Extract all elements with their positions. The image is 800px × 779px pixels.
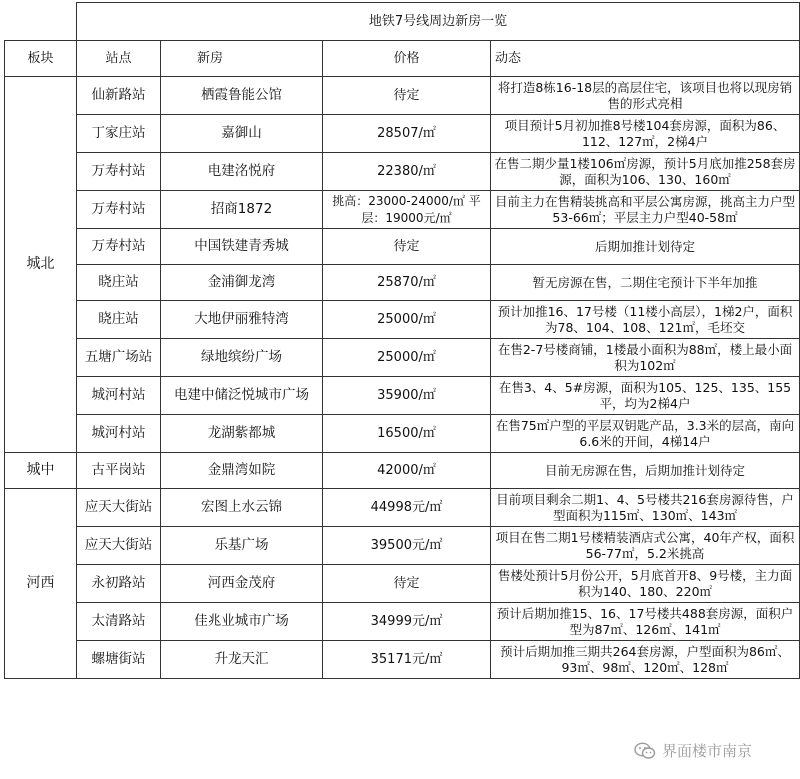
table-row bbox=[5, 641, 800, 679]
price-cell: 25000/㎡ bbox=[323, 301, 491, 339]
project-cell: 大地伊丽雅特湾 bbox=[161, 301, 323, 339]
project-cell: 栖霞鲁能公馆 bbox=[161, 77, 323, 115]
dynamics-cell: 暂无房源在售，二期住宅预计下半年加推 bbox=[491, 265, 800, 301]
project-cell: 电建洺悦府 bbox=[161, 153, 323, 191]
station-cell: 太清路站 bbox=[77, 603, 161, 641]
price-cell: 待定 bbox=[323, 565, 491, 603]
price-cell: 22380/㎡ bbox=[323, 153, 491, 191]
table-row bbox=[5, 377, 800, 415]
price-cell: 25000/㎡ bbox=[323, 339, 491, 377]
price-cell: 35900/㎡ bbox=[323, 377, 491, 415]
title-corner-cell bbox=[5, 3, 77, 41]
table-row bbox=[5, 603, 800, 641]
dynamics-cell: 项目在售二期1号楼精装酒店式公寓，40年产权，面积56-77㎡，5.2米挑高 bbox=[491, 527, 800, 565]
price-cell: 挑高：23000-24000/㎡ 平层：19000元/㎡ bbox=[323, 191, 491, 229]
dynamics-cell: 在售3、4、5#房源，面积为105、125、135、155平，均为2梯4户 bbox=[491, 377, 800, 415]
table-row bbox=[5, 527, 800, 565]
project-cell: 电建中储泛悦城市广场 bbox=[161, 377, 323, 415]
price-cell: 34999元/㎡ bbox=[323, 603, 491, 641]
station-cell: 应天大街站 bbox=[77, 527, 161, 565]
station-cell: 晓庄站 bbox=[77, 265, 161, 301]
area-cell-north: 城北 bbox=[5, 77, 77, 453]
station-cell: 仙新路站 bbox=[77, 77, 161, 115]
header-price: 价格 bbox=[323, 41, 491, 77]
dynamics-cell: 目前无房源在售，后期加推计划待定 bbox=[491, 453, 800, 489]
area-cell-center: 城中 bbox=[5, 453, 77, 489]
table-row bbox=[5, 301, 800, 339]
header-area: 板块 bbox=[5, 41, 77, 77]
station-cell: 五塘广场站 bbox=[77, 339, 161, 377]
table-row bbox=[5, 77, 800, 115]
station-cell: 万寿村站 bbox=[77, 191, 161, 229]
table-row bbox=[5, 115, 800, 153]
watermark-text: 界面楼市南京 bbox=[662, 742, 753, 760]
project-cell: 中国铁建青秀城 bbox=[161, 229, 323, 265]
dynamics-cell: 在售75㎡户型的平层双钥匙产品，3.3米的层高，南向6.6米的开间，4梯14户 bbox=[491, 415, 800, 453]
table-row bbox=[5, 153, 800, 191]
price-cell: 待定 bbox=[323, 229, 491, 265]
table-row bbox=[5, 415, 800, 453]
price-cell: 16500/㎡ bbox=[323, 415, 491, 453]
header-row bbox=[5, 41, 800, 77]
project-cell: 金浦御龙湾 bbox=[161, 265, 323, 301]
project-cell: 绿地缤纷广场 bbox=[161, 339, 323, 377]
price-cell: 42000/㎡ bbox=[323, 453, 491, 489]
price-cell: 44998元/㎡ bbox=[323, 489, 491, 527]
dynamics-cell: 预计后期加推15、16、17号楼共488套房源，面积户型为87㎡、126㎡、141㎡ bbox=[491, 603, 800, 641]
header-project: 新房 bbox=[161, 41, 323, 77]
price-cell: 39500元/㎡ bbox=[323, 527, 491, 565]
project-cell: 升龙天汇 bbox=[161, 641, 323, 679]
table-row bbox=[5, 265, 800, 301]
project-cell: 招商1872 bbox=[161, 191, 323, 229]
dynamics-cell: 项目预计5月初加推8号楼104套房源，面积为86、112、127㎡，2梯4户 bbox=[491, 115, 800, 153]
dynamics-cell: 将打造8栋16-18层的高层住宅，该项目也将以现房销售的形式亮相 bbox=[491, 77, 800, 115]
station-cell: 晓庄站 bbox=[77, 301, 161, 339]
dynamics-cell: 目前项目剩余二期1、4、5号楼共216套房源待售，户型面积为115㎡、130㎡、143㎡ bbox=[491, 489, 800, 527]
project-cell: 嘉御山 bbox=[161, 115, 323, 153]
price-cell: 35171元/㎡ bbox=[323, 641, 491, 679]
station-cell: 城河村站 bbox=[77, 415, 161, 453]
station-cell: 城河村站 bbox=[77, 377, 161, 415]
price-cell: 28507/㎡ bbox=[323, 115, 491, 153]
dynamics-cell: 后期加推计划待定 bbox=[491, 229, 800, 265]
header-dynamics: 动态 bbox=[491, 41, 800, 77]
dynamics-cell: 在售2-7号楼商铺，1楼最小面积为88㎡，楼上最小面积为102㎡ bbox=[491, 339, 800, 377]
table-row bbox=[5, 229, 800, 265]
table-row bbox=[5, 489, 800, 527]
area-cell-hexi: 河西 bbox=[5, 489, 77, 679]
project-cell: 宏图上水云锦 bbox=[161, 489, 323, 527]
project-cell: 龙湖紫都城 bbox=[161, 415, 323, 453]
station-cell: 万寿村站 bbox=[77, 153, 161, 191]
dynamics-cell: 预计后期加推三期共264套房源，户型面积为86㎡、93㎡、98㎡、120㎡、128㎡ bbox=[491, 641, 800, 679]
table-row bbox=[5, 453, 800, 489]
station-cell: 万寿村站 bbox=[77, 229, 161, 265]
project-cell: 佳兆业城市广场 bbox=[161, 603, 323, 641]
station-cell: 永初路站 bbox=[77, 565, 161, 603]
table-row bbox=[5, 339, 800, 377]
project-cell: 河西金茂府 bbox=[161, 565, 323, 603]
table-row bbox=[5, 191, 800, 229]
wechat-icon bbox=[634, 742, 656, 760]
table-title: 地铁7号线周边新房一览 bbox=[77, 3, 800, 41]
station-cell: 丁家庄站 bbox=[77, 115, 161, 153]
header-station: 站点 bbox=[77, 41, 161, 77]
project-cell: 金鼎湾如院 bbox=[161, 453, 323, 489]
watermark bbox=[634, 740, 752, 761]
station-cell: 古平岗站 bbox=[77, 453, 161, 489]
station-cell: 螺塘街站 bbox=[77, 641, 161, 679]
dynamics-cell: 售楼处预计5月份公开，5月底首开8、9号楼，主力面积为140、180、220㎡ bbox=[491, 565, 800, 603]
price-cell: 25870/㎡ bbox=[323, 265, 491, 301]
table-row bbox=[5, 565, 800, 603]
title-row bbox=[5, 3, 800, 41]
station-cell: 应天大街站 bbox=[77, 489, 161, 527]
subway-line7-housing-table bbox=[4, 2, 800, 679]
dynamics-cell: 预计加推16、17号楼（11楼小高层），1梯2户，面积为78、104、108、121㎡，毛坯交 bbox=[491, 301, 800, 339]
dynamics-cell: 目前主力在售精装挑高和平层公寓房源，挑高主力户型53-66㎡；平层主力户型40-58㎡ bbox=[491, 191, 800, 229]
price-cell: 待定 bbox=[323, 77, 491, 115]
dynamics-cell: 在售二期少量1楼106㎡房源，预计5月底加推258套房源，面积为106、130、160㎡ bbox=[491, 153, 800, 191]
project-cell: 乐基广场 bbox=[161, 527, 323, 565]
